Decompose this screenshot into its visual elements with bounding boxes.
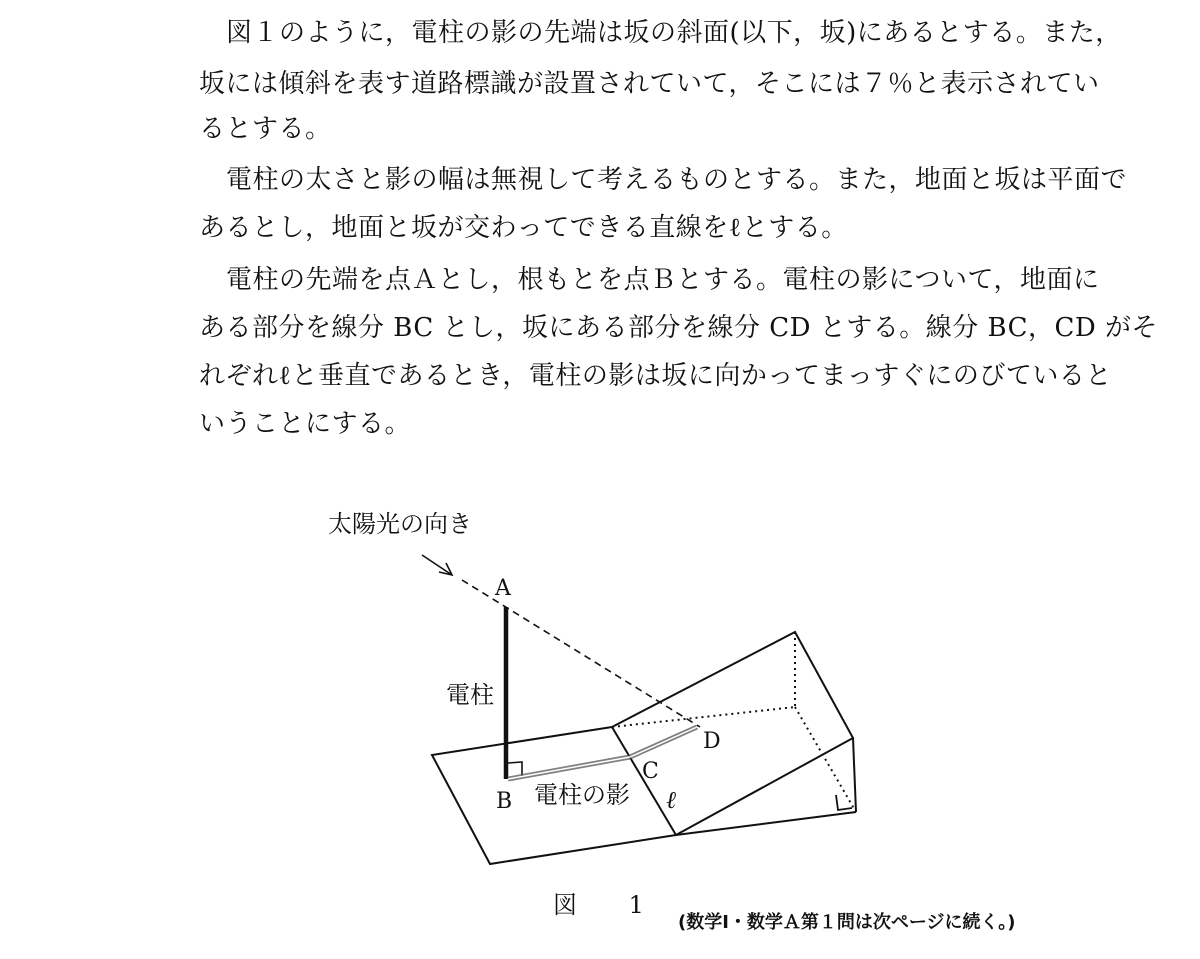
hidden-edge-top (612, 707, 795, 727)
right-angle-mark-slope (836, 795, 852, 810)
paragraph-3-line-1: 電柱の先端を点Ａとし，根もとを点Ｂとする。電柱の影について，地面に (226, 265, 1100, 295)
label-sunlight: 太陽光の向き (328, 510, 472, 538)
paragraph-1-line-3: るとする。 (199, 114, 332, 144)
figure-caption: 図 1 (553, 891, 666, 919)
slope-right-edge (853, 738, 856, 812)
right-angle-mark-b (508, 762, 522, 776)
sunlight-ray (462, 580, 700, 727)
shadow-bc-inner (508, 757, 630, 779)
page-continuation-note: (数学Ⅰ・数学Ａ第１問は次ページに続く。) (678, 912, 1016, 933)
paragraph-3-line-4: いうことにする。 (199, 409, 412, 439)
hidden-edge-base (795, 707, 856, 812)
paragraph-1-line-2: 坂には傾斜を表す道路標識が設置されていて，そこには７％と表示されてい (199, 69, 1100, 99)
slope-bottom-edge (676, 812, 856, 835)
paragraph-2-line-1: 電柱の太さと影の幅は無視して考えるものとする。また，地面と坂は平面で (226, 165, 1128, 195)
shadow-cd-inner (630, 727, 697, 757)
paragraph-2-line-2: あるとし，地面と坂が交わってできる直線をℓとする。 (199, 213, 848, 243)
label-shadow: 電柱の影 (534, 781, 630, 809)
paragraph-1-line-1: 図１のように，電柱の影の先端は坂の斜面(以下，坂)にあるとする。また， (226, 18, 1122, 48)
label-pole: 電柱 (446, 681, 494, 709)
paragraph-3-line-2: ある部分を線分 BC とし，坂にある部分を線分 CD とする。線分 BC，CD がそ (199, 313, 1159, 343)
label-point-d: D (703, 729, 721, 754)
label-point-b: B (496, 789, 513, 814)
label-point-a: A (495, 576, 511, 601)
slope-outline (612, 632, 853, 835)
paragraph-3-line-3: れぞれℓと垂直であるとき，電柱の影は坂に向かってまっすぐにのびていると (199, 361, 1112, 391)
label-point-c: C (642, 759, 659, 784)
label-line-l: ℓ (666, 786, 676, 814)
